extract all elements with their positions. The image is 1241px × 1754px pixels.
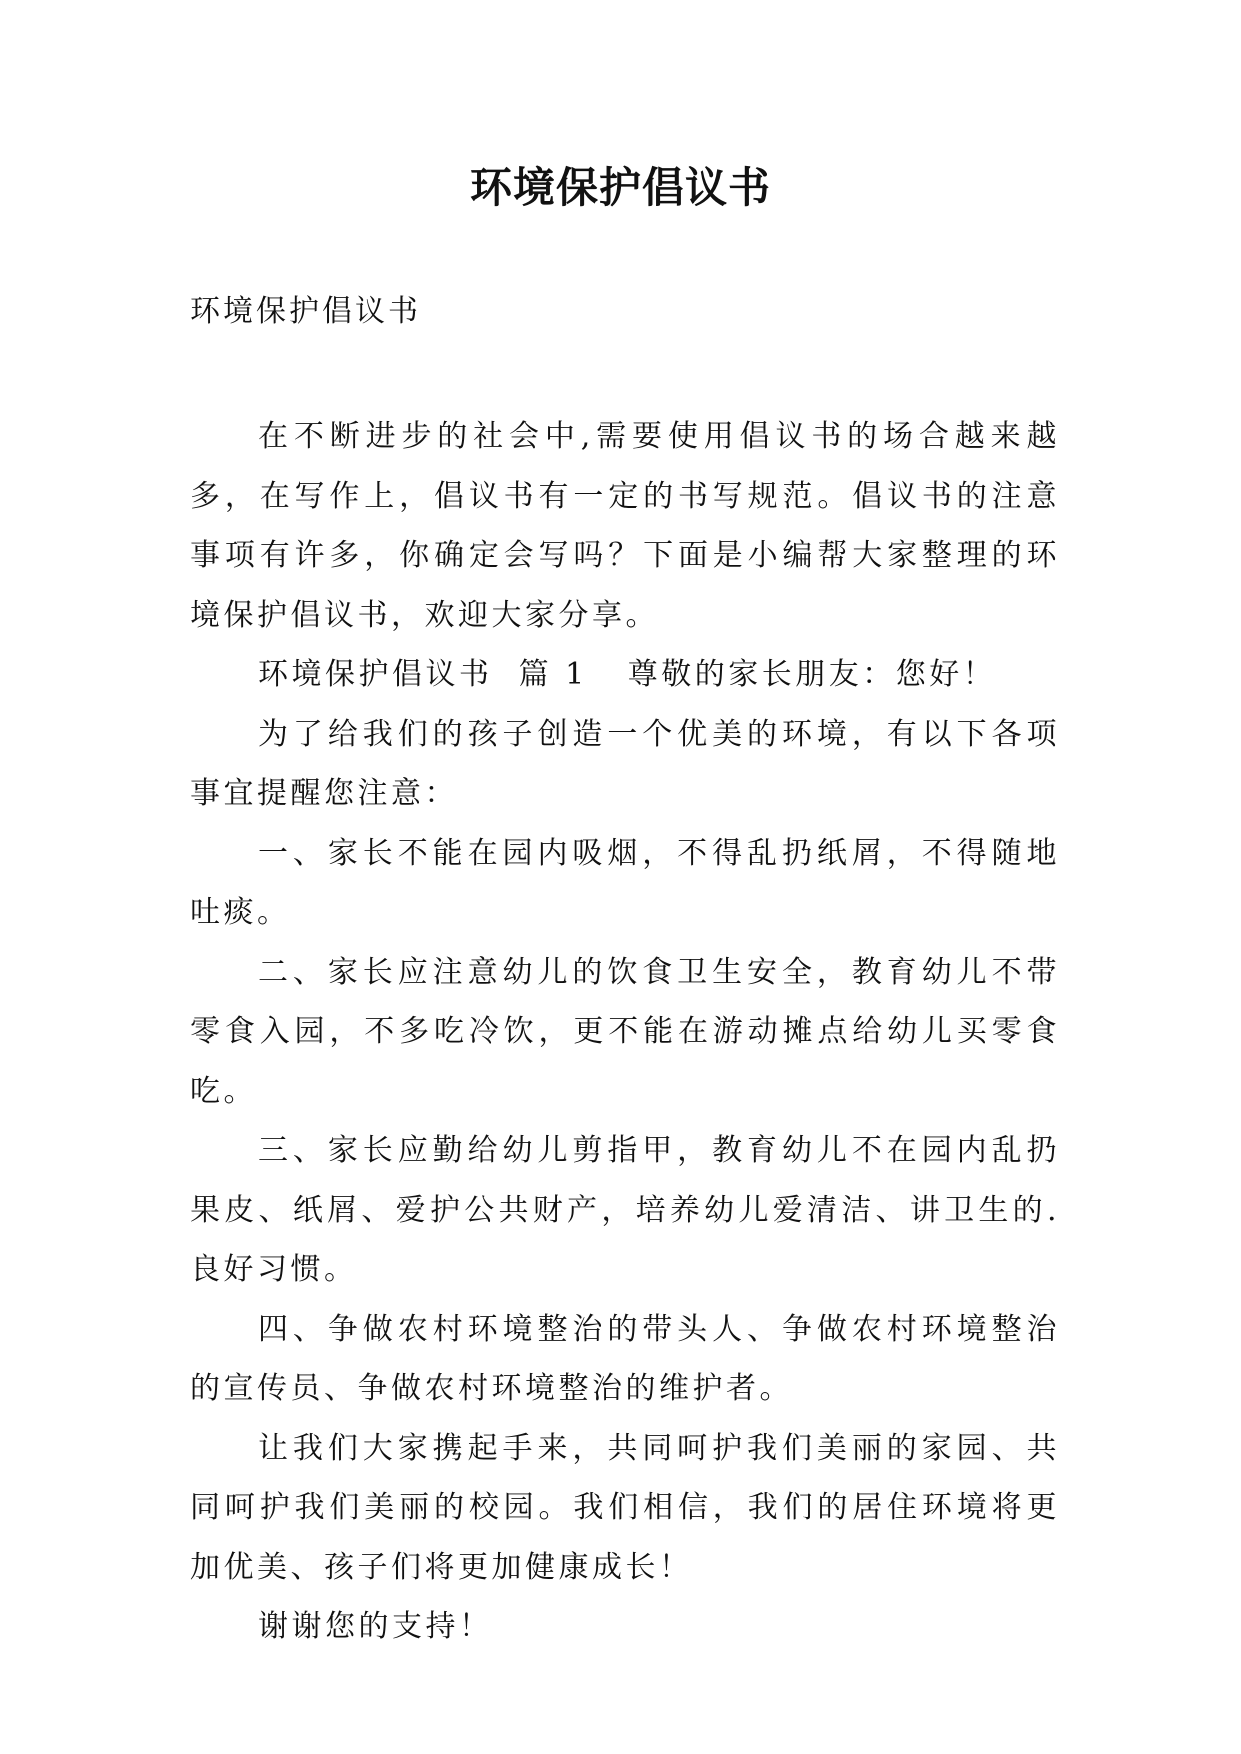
body-paragraph: 四、争做农村环境整治的带头人、争做农村环境整治的宣传员、争做农村环境整治的维护者。 <box>190 1311 1060 1406</box>
body-paragraph: 三、家长应勤给幼儿剪指甲，教育幼儿不在园内乱扔果皮、纸屑、爱护公共财产，培养幼儿爱清洁、讲卫生的.良好习惯。 <box>190 1133 1060 1287</box>
body-paragraph: 一、家长不能在园内吸烟，不得乱扔纸屑，不得随地吐痰。 <box>190 835 1060 930</box>
document-subtitle: 环境保护倡议书 <box>190 294 421 329</box>
greeting: 尊敬的家长朋友：您好！ <box>627 657 997 692</box>
body-paragraph: 让我们大家携起手来，共同呵护我们美丽的家园、共同呵护我们美丽的校园。我们相信，我们的居住环境将更加优美、孩子们将更加健康成长！ <box>190 1430 1060 1585</box>
intro-paragraph: 在不断进步的社会中,需要使用倡议书的场合越来越多，在写作上，倡议书有一定的书写规范。倡议书的注意事项有许多，你确定会写吗？下面是小编帮大家整理的环境保护倡议书，欢迎大家分享。 <box>190 419 1060 633</box>
closing-paragraph: 谢谢您的支持！ <box>258 1609 493 1644</box>
section-heading-line <box>190 645 1060 705</box>
document-body <box>190 407 1060 1657</box>
body-paragraph: 为了给我们的孩子创造一个优美的环境，有以下各项事宜提醒您注意： <box>190 716 1060 811</box>
section-heading: 环境保护倡议书 篇 1 <box>258 657 588 692</box>
document-title: 环境保护倡议书 <box>469 163 771 212</box>
body-paragraph: 二、家长应注意幼儿的饮食卫生安全，教育幼儿不带零食入园，不多吃冷饮，更不能在游动摊点给幼儿买零食吃。 <box>190 954 1060 1109</box>
